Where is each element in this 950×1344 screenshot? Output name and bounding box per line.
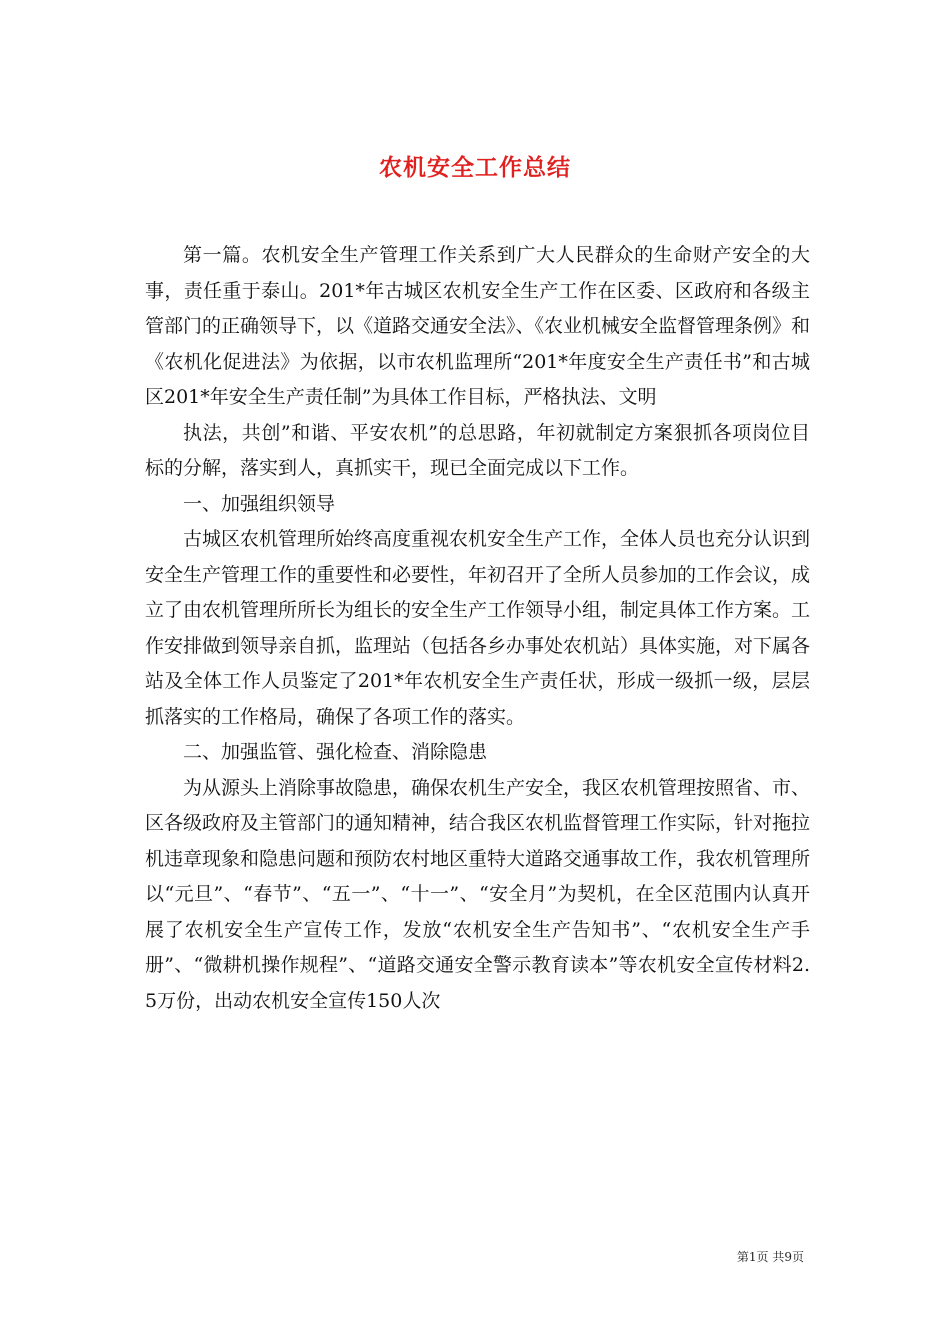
section-heading-2: 二、加强监管、强化检查、消除隐患 bbox=[183, 741, 488, 763]
section-heading-1: 一、加强组织领导 bbox=[183, 492, 336, 515]
footer-suffix: 页 bbox=[791, 1250, 804, 1264]
paragraph-continuation: 执法，共创”和谐、平安农机”的总思路，年初就制定方案狠抓各项岗位目标的分解，落实到人，真抓实干，现已全面完成以下工作。 bbox=[145, 421, 810, 479]
footer-prefix: 第 bbox=[736, 1250, 749, 1264]
page-number-footer bbox=[737, 1248, 804, 1265]
footer-middle: 页 共 bbox=[756, 1250, 785, 1264]
paragraph-section-2: 为从源头上消除事故隐患，确保农机生产安全，我区农机管理按照省、市、区各级政府及主管部门的通知精神，结合我区农机监督管理工作实际，针对拖拉机违章现象和隐患问题和预防农村地区重特大道路交通事故工作，我农机管理所以“元旦”、“春节”、“五一”、“十一”、“安全月”为契机，在全区范围内认真开展了农机安全生产宣传工作，发放“农机安全生产告知书”、“农机安全生产手册”、“微耕机操作规程”、“道路交通安全警示教育读本”等农机安全宣传材料2.5万份，出动农机安全宣传150人次 bbox=[145, 776, 811, 1012]
footer-current-page: 1 bbox=[748, 1250, 757, 1264]
paragraph-section-1: 古城区农机管理所始终高度重视农机安全生产工作，全体人员也充分认识到安全生产管理工作的重要性和必要性，年初召开了全所人员参加的工作会议，成立了由农机管理所所长为组长的安全生产工作领导小组，制定具体工作方案。工作安排做到领导亲自抓，监理站（包括各乡办事处农机站）具体实施，对下属各站及全体工作人员鉴定了201*年农机安全生产责任状，形成一级抓一级，层层抓落实的工作格局，确保了各项工作的落实。 bbox=[145, 528, 811, 728]
document-title: 农机安全工作总结 bbox=[379, 154, 571, 182]
document-body bbox=[145, 238, 810, 1019]
paragraph-intro: 第一篇。农机安全生产管理工作关系到广大人民群众的生命财产安全的大事，责任重于泰山。201*年古城区农机安全生产工作在区委、区政府和各级主管部门的正确领导下，以《道路交通安全法》、《农业机械安全监督管理条例》和《农机化促进法》为依据，以市农机监理所“201*年度安全生产责任书”和古城区201*年安全生产责任制”为具体工作目标，严格执法、文明 bbox=[145, 244, 811, 408]
footer-total-pages: 9 bbox=[784, 1250, 792, 1264]
